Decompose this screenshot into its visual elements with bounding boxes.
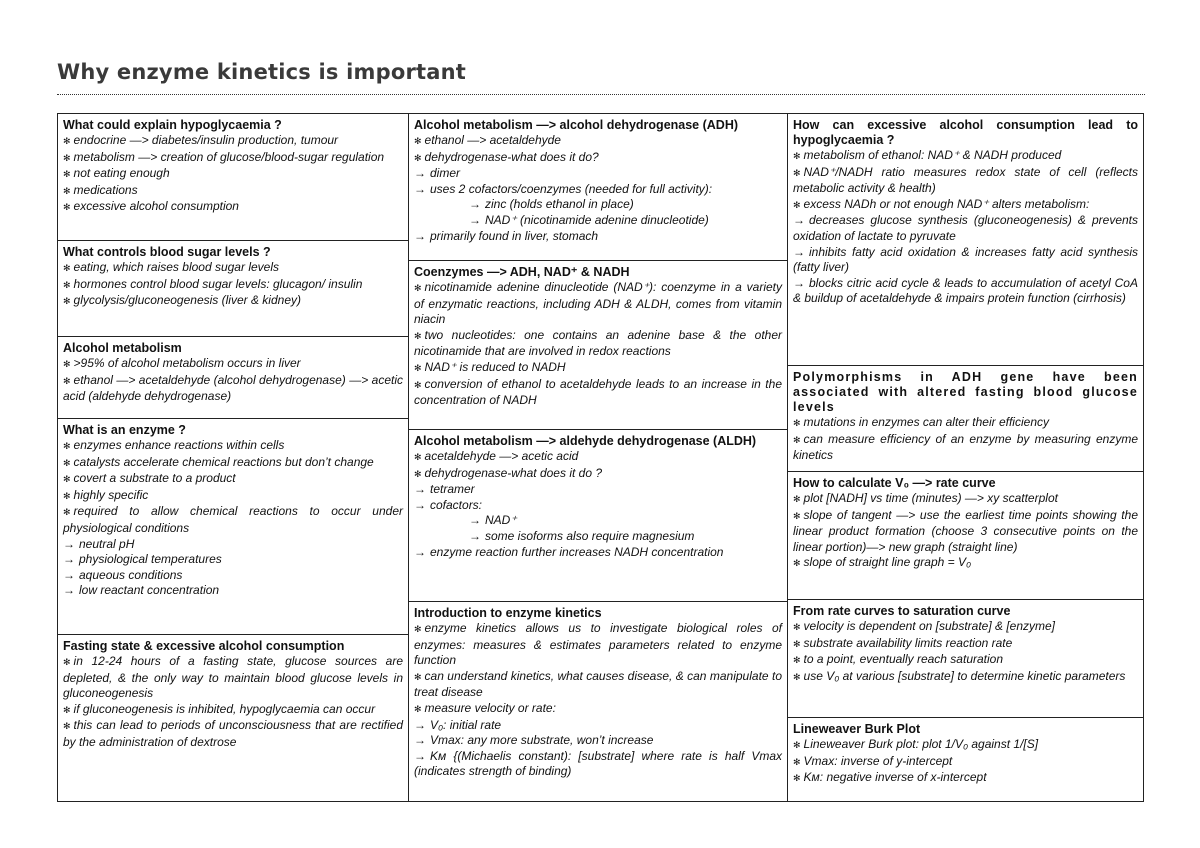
bullet-point: ✻ this can lead to periods of unconsciousness that are rectified by the administration of dextrose <box>63 718 403 750</box>
note-heading: Alcohol metabolism —> alcohol dehydrogenase (ADH) <box>414 118 739 132</box>
column-3 <box>787 114 1143 801</box>
note-box <box>409 260 787 429</box>
arrow-point: → Kᴍ {(Michaelis constant): [substrate] where rate is half Vmax (indicates strength of binding) <box>414 749 782 780</box>
bullet-point: ✻ medications <box>63 183 403 200</box>
bullet-point: ✻ nicotinamide adenine dinucleotide (NAD⁺): coenzyme in a variety of enzymatic reactions, including ADH & ALDH, comes from vitamin niacin <box>414 280 782 328</box>
arrow-point: → enzyme reaction further increases NADH concentration <box>414 545 782 561</box>
note-heading: Introduction to enzyme kinetics <box>414 606 602 620</box>
bullet-point: ✻ covert a substrate to a product <box>63 471 403 488</box>
note-box <box>58 240 408 336</box>
note-heading: How to calculate V₀ —> rate curve <box>793 476 996 490</box>
bullet-point: ✻ Vmax: inverse of y-intercept <box>793 754 1138 771</box>
note-box <box>58 114 408 240</box>
note-box <box>409 601 787 801</box>
bullet-point: ✻ not eating enough <box>63 166 403 183</box>
bullet-point: ✻ mutations in enzymes can alter their efficiency <box>793 415 1138 432</box>
bullet-point: ✻ enzymes enhance reactions within cells <box>63 438 403 455</box>
note-heading: What could explain hypoglycaemia ? <box>63 118 282 132</box>
arrow-point: → cofactors: <box>414 498 782 514</box>
bullet-point: ✻ slope of straight line graph = V₀ <box>793 555 1138 572</box>
arrow-point: → V₀: initial rate <box>414 718 782 734</box>
arrow-point: → Vmax: any more substrate, won’t increase <box>414 733 782 749</box>
note-box <box>409 429 787 601</box>
bullet-point: ✻ acetaldehyde —> acetic acid <box>414 449 782 466</box>
note-heading: How can excessive alcohol consumption lead to hypoglycaemia ? <box>793 118 1138 147</box>
bullet-point: ✻ plot [NADH] vs time (minutes) —> xy scatterplot <box>793 491 1138 508</box>
bullet-point: ✻ >95% of alcohol metabolism occurs in liver <box>63 356 403 373</box>
bullet-point: ✻ NAD⁺ is reduced to NADH <box>414 360 782 377</box>
dotted-divider <box>57 94 1145 95</box>
bullet-point: ✻ metabolism —> creation of glucose/blood-sugar regulation <box>63 150 403 167</box>
note-box <box>788 365 1143 471</box>
bullet-point: ✻ metabolism of ethanol: NAD⁺ & NADH produced <box>793 148 1138 165</box>
bullet-point: ✻ if gluconeogenesis is inhibited, hypoglycaemia can occur <box>63 702 403 719</box>
note-heading: Fasting state & excessive alcohol consumption <box>63 639 345 653</box>
bullet-point: ✻ slope of tangent —> use the earliest time points showing the linear product formation (choose 3 consecutive points on the linear portion)—> new graph (straight line) <box>793 508 1138 556</box>
bullet-point: ✻ measure velocity or rate: <box>414 701 782 718</box>
bullet-point: ✻ catalysts accelerate chemical reactions but don’t change <box>63 455 403 472</box>
note-heading: Alcohol metabolism —> aldehyde dehydrogenase (ALDH) <box>414 434 757 448</box>
bullet-point: ✻ hormones control blood sugar levels: glucagon/ insulin <box>63 277 403 294</box>
arrow-point: → aqueous conditions <box>63 568 403 584</box>
bullet-point: ✻ endocrine —> diabetes/insulin production, tumour <box>63 133 403 150</box>
arrow-point: → blocks citric acid cycle & leads to accumulation of acetyl CoA & buildup of acetaldehyde & impairs protein function (cirrhosis) <box>793 276 1138 307</box>
bullet-point: ✻ ethanol —> acetaldehyde <box>414 133 782 150</box>
bullet-point: ✻ NAD⁺/NADH ratio measures redox state of cell (reflects metabolic activity & health) <box>793 165 1138 197</box>
bullet-point: ✻ use V₀ at various [substrate] to determine kinetic parameters <box>793 669 1138 686</box>
bullet-point: ✻ dehydrogenase-what does it do? <box>414 150 782 167</box>
bullet-point: ✻ two nucleotides: one contains an adenine base & the other nicotinamide that are involved in redox reactions <box>414 328 782 360</box>
arrow-point: → primarily found in liver, stomach <box>414 229 782 245</box>
note-box <box>409 114 787 260</box>
note-box <box>58 336 408 418</box>
notes-grid <box>57 113 1144 802</box>
note-box <box>58 634 408 801</box>
note-heading: What controls blood sugar levels ? <box>63 245 271 259</box>
arrow-point: → physiological temperatures <box>63 552 403 568</box>
page-title: Why enzyme kinetics is important <box>57 60 467 84</box>
note-heading: From rate curves to saturation curve <box>793 604 1011 618</box>
arrow-point: → tetramer <box>414 482 782 498</box>
bullet-point: ✻ Kᴍ: negative inverse of x-intercept <box>793 770 1138 787</box>
bullet-point: ✻ enzyme kinetics allows us to investigate biological roles of enzymes: measures & estimates parameters related to enzyme function <box>414 621 782 669</box>
note-heading: Polymorphisms in ADH gene have been associated with altered fasting blood glucose levels <box>793 370 1138 414</box>
note-heading: Lineweaver Burk Plot <box>793 722 921 736</box>
bullet-point: ✻ glycolysis/gluconeogenesis (liver & kidney) <box>63 293 403 310</box>
note-heading: Coenzymes —> ADH, NAD⁺ & NADH <box>414 265 630 279</box>
bullet-point: ✻ excess NADh or not enough NAD⁺ alters metabolism: <box>793 197 1138 214</box>
arrow-point: → neutral pH <box>63 537 403 553</box>
arrow-point: → some isoforms also require magnesium <box>414 529 782 545</box>
column-1 <box>58 114 408 801</box>
note-heading: What is an enzyme ? <box>63 423 186 437</box>
note-box <box>788 114 1143 365</box>
note-box <box>788 717 1143 801</box>
bullet-point: ✻ highly specific <box>63 488 403 505</box>
bullet-point: ✻ can measure efficiency of an enzyme by measuring enzyme kinetics <box>793 432 1138 464</box>
bullet-point: ✻ excessive alcohol consumption <box>63 199 403 216</box>
arrow-point: → uses 2 cofactors/coenzymes (needed for full activity): <box>414 182 782 198</box>
arrow-point: → low reactant concentration <box>63 583 403 599</box>
column-2 <box>408 114 787 801</box>
arrow-point: → NAD⁺ (nicotinamide adenine dinucleotide) <box>414 213 782 229</box>
bullet-point: ✻ in 12-24 hours of a fasting state, glucose sources are depleted, & the only way to maintain blood glucose levels in gluconeogenesis <box>63 654 403 702</box>
bullet-point: ✻ Lineweaver Burk plot: plot 1/V₀ against 1/[S] <box>793 737 1138 754</box>
arrow-point: → decreases glucose synthesis (gluconeogenesis) & prevents oxidation of lactate to pyruvate <box>793 213 1138 244</box>
bullet-point: ✻ conversion of ethanol to acetaldehyde leads to an increase in the concentration of NADH <box>414 377 782 409</box>
note-box <box>58 418 408 634</box>
bullet-point: ✻ can understand kinetics, what causes disease, & can manipulate to treat disease <box>414 669 782 701</box>
bullet-point: ✻ dehydrogenase-what does it do ? <box>414 466 782 483</box>
arrow-point: → dimer <box>414 166 782 182</box>
note-heading: Alcohol metabolism <box>63 341 182 355</box>
bullet-point: ✻ substrate availability limits reaction rate <box>793 636 1138 653</box>
note-box <box>788 471 1143 599</box>
arrow-point: → inhibits fatty acid oxidation & increases fatty acid synthesis (fatty liver) <box>793 245 1138 276</box>
bullet-point: ✻ ethanol —> acetaldehyde (alcohol dehydrogenase) —> acetic acid (aldehyde dehydrogenase) <box>63 373 403 405</box>
bullet-point: ✻ required to allow chemical reactions to occur under physiological conditions <box>63 504 403 536</box>
bullet-point: ✻ to a point, eventually reach saturation <box>793 652 1138 669</box>
arrow-point: → zinc (holds ethanol in place) <box>414 197 782 213</box>
note-box <box>788 599 1143 717</box>
bullet-point: ✻ velocity is dependent on [substrate] & [enzyme] <box>793 619 1138 636</box>
bullet-point: ✻ eating, which raises blood sugar levels <box>63 260 403 277</box>
arrow-point: → NAD⁺ <box>414 513 782 529</box>
